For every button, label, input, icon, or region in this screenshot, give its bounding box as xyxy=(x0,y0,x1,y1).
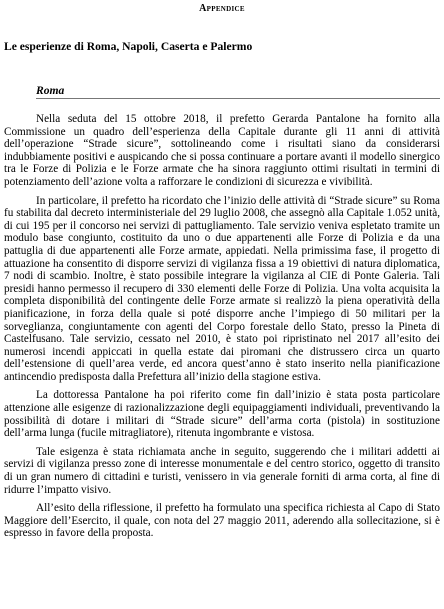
appendix-heading: Appendice xyxy=(199,3,245,14)
subsection-title: Roma xyxy=(36,84,65,97)
paragraph-3: La dottoressa Pantalone ha poi riferito come fin dall’inizio è stata posta particolare attenzione alle esigenze di razionalizzazione degli equipaggiamenti individuali, preventivando la possibilità di dotare i militari di “Strade sicure” dell’arma corta (pistola) in sostituzione dell’arma lunga (fucile mitragliatore), ritenuta ingombrante e vistosa. xyxy=(4,389,440,440)
divider-rule xyxy=(36,98,440,99)
page-header xyxy=(0,3,444,14)
paragraph-5: All’esito della riflessione, il prefetto ha formulato una specifica richiesta al Capo di Stato Maggiore dell’Esercito, il quale, con nota del 27 maggio 2011, aderendo alla sollecitazione, si è espresso in favore della proposta. xyxy=(4,502,440,540)
section-title: Le esperienze di Roma, Napoli, Caserta e Palermo xyxy=(4,40,253,53)
paragraph-1: Nella seduta del 15 ottobre 2018, il prefetto Gerarda Pantalone ha fornito alla Commissione un quadro dell’esperienza della Capitale durante gli 11 anni di attività dell’operazione “Strade sicure”, sottolineando come i risultati siano da considerarsi indubbiamente positivi e auspicando che si possa continuare a portare avanti il modello sinergico tra le Forze di Polizia e le Forze armate che ha sinora raggiunto ottimi risultati in termini di potenziamento dell’azione volta a rafforzare le condizioni di sicurezza e vivibilità. xyxy=(4,113,440,188)
body-text xyxy=(4,113,440,546)
paragraph-4: Tale esigenza è stata richiamata anche in seguito, suggerendo che i militari addetti ai servizi di vigilanza presso zone di interesse monumentale e del centro storico, oggetto di transito di un gran numero di cittadini e turisti, venissero in via generale forniti di arma corta, al fine di ridurre l’impatto visivo. xyxy=(4,445,440,496)
paragraph-2: In particolare, il prefetto ha ricordato che l’inizio delle attività di “Strade sicure” su Roma fu stabilita dal decreto interministeriale del 29 luglio 2008, che assegnò alla Capitale 1.052 unità, di cui 195 per il concorso nei servizi di pattugliamento. Tale servizio veniva espletato tramite un modulo base congiunto, costituito da uno o due appartenenti alle Forze di Polizia e da una pattuglia di due appartenenti alle Forze armate, appiedati. Nella primissima fase, il progetto di attuazione ha consentito di disporre servizi di vigilanza fissa a 19 obiettivi di natura diplomatica, 7 nodi di scambio. Inoltre, è stato possibile integrare la vigilanza al CIE di Ponte Galeria. Tali presidi hanno permesso il recupero di 330 elementi delle Forze di Polizia. Una volta acquisita la completa disponibilità del contingente delle Forze armate si realizzò la piena operatività della pianificazione, in forza della quale si poté disporre anche l’impiego di 50 militari per la sorveglianza, congiuntamente con agenti del Corpo forestale dello Stato, presso la Pineta di Castelfusano. Tale servizio, cessato nel 2010, è stato poi ripristinato nel 2017 all’esito dei numerosi incendi appiccati in quella estate dai piromani che distrussero circa un quarto dell’estensione di quell’area verde, ed ancora quest’anno è stato inserito nella pianificazione antincendio predisposta dalla Prefettura all’inizio della stagione estiva. xyxy=(4,194,440,383)
